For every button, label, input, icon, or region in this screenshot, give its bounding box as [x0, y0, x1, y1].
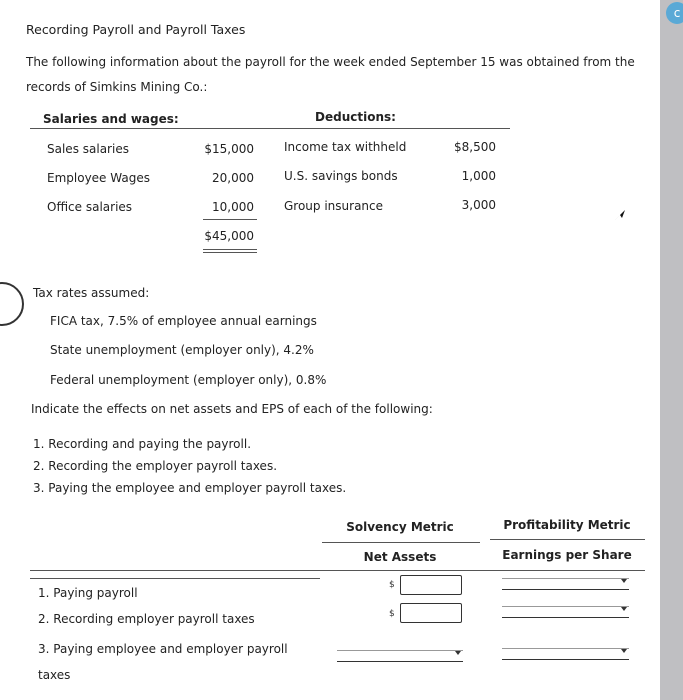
total-rule: [203, 219, 257, 220]
chevron-down-icon: [621, 607, 627, 611]
total-double-rule: [203, 249, 257, 253]
row-label: 1. Paying payroll: [38, 586, 138, 600]
intro-text-line1: The following information about the payroll for the week ended September 15 was obtained from the: [26, 55, 635, 69]
task-item: 1. Recording and paying the payroll.: [33, 437, 252, 451]
instruction-text: Indicate the effects on net assets and EPS of each of the following:: [31, 402, 433, 416]
col1-header-rule: [322, 542, 480, 543]
eps-header: Earnings per Share: [502, 548, 632, 562]
row-label: 2. Recording employer payroll taxes: [38, 612, 255, 626]
net-assets-input-row2[interactable]: [400, 603, 462, 623]
collapse-handle-icon[interactable]: [0, 282, 24, 326]
task-item: 3. Paying the employee and employer payroll taxes.: [33, 481, 347, 495]
row-label: taxes: [38, 668, 71, 682]
tax-rates-header: Tax rates assumed:: [33, 286, 150, 300]
solvency-header: Solvency Metric: [346, 520, 454, 534]
deduction-amount: $8,500: [454, 140, 496, 154]
chevron-down-icon: [621, 649, 627, 653]
salary-label: Sales salaries: [47, 142, 129, 156]
task-item: 2. Recording the employer payroll taxes.: [33, 459, 278, 473]
chevron-down-icon: [455, 651, 461, 655]
net-assets-dropdown-row3[interactable]: [337, 650, 463, 662]
intro-text-line2: records of Simkins Mining Co.:: [26, 80, 208, 94]
salaries-total: $45,000: [204, 229, 254, 243]
table-header-rule: [30, 570, 645, 571]
salary-label: Employee Wages: [47, 171, 150, 185]
deduction-label: Group insurance: [284, 199, 384, 213]
page-title: Recording Payroll and Payroll Taxes: [26, 22, 246, 37]
deduction-amount: 1,000: [461, 169, 496, 183]
col2-header-rule: [490, 539, 645, 540]
salary-label: Office salaries: [47, 200, 133, 214]
tax-rate-item: State unemployment (employer only), 4.2%: [50, 343, 314, 357]
background-strip: [660, 0, 683, 700]
cursor-icon: [613, 208, 627, 222]
deduction-label: Income tax withheld: [284, 140, 407, 154]
dollar-sign: $: [389, 580, 395, 590]
tax-rate-item: FICA tax, 7.5% of employee annual earnings: [50, 314, 317, 328]
net-assets-header: Net Assets: [363, 550, 437, 564]
salary-amount: 10,000: [212, 200, 254, 214]
profitability-header: Profitability Metric: [503, 518, 631, 532]
net-assets-input-row1[interactable]: [400, 575, 462, 595]
eps-dropdown-row1[interactable]: [502, 578, 629, 590]
side-button-icon[interactable]: c: [666, 2, 683, 24]
salary-amount: 20,000: [212, 171, 254, 185]
deduction-label: U.S. savings bonds: [284, 169, 398, 183]
chevron-down-icon: [621, 579, 627, 583]
row-rule: [30, 578, 320, 579]
salaries-header: Salaries and wages:: [43, 112, 179, 126]
row-label: 3. Paying employee and employer payroll: [38, 642, 288, 656]
eps-dropdown-row2[interactable]: [502, 606, 629, 618]
eps-dropdown-row3[interactable]: [502, 648, 629, 660]
tax-rate-item: Federal unemployment (employer only), 0.8%: [50, 373, 327, 387]
dollar-sign: $: [389, 609, 395, 619]
salary-amount: $15,000: [204, 142, 254, 156]
deductions-header: Deductions:: [315, 110, 396, 124]
header-rule: [30, 128, 510, 129]
deduction-amount: 3,000: [461, 198, 496, 212]
